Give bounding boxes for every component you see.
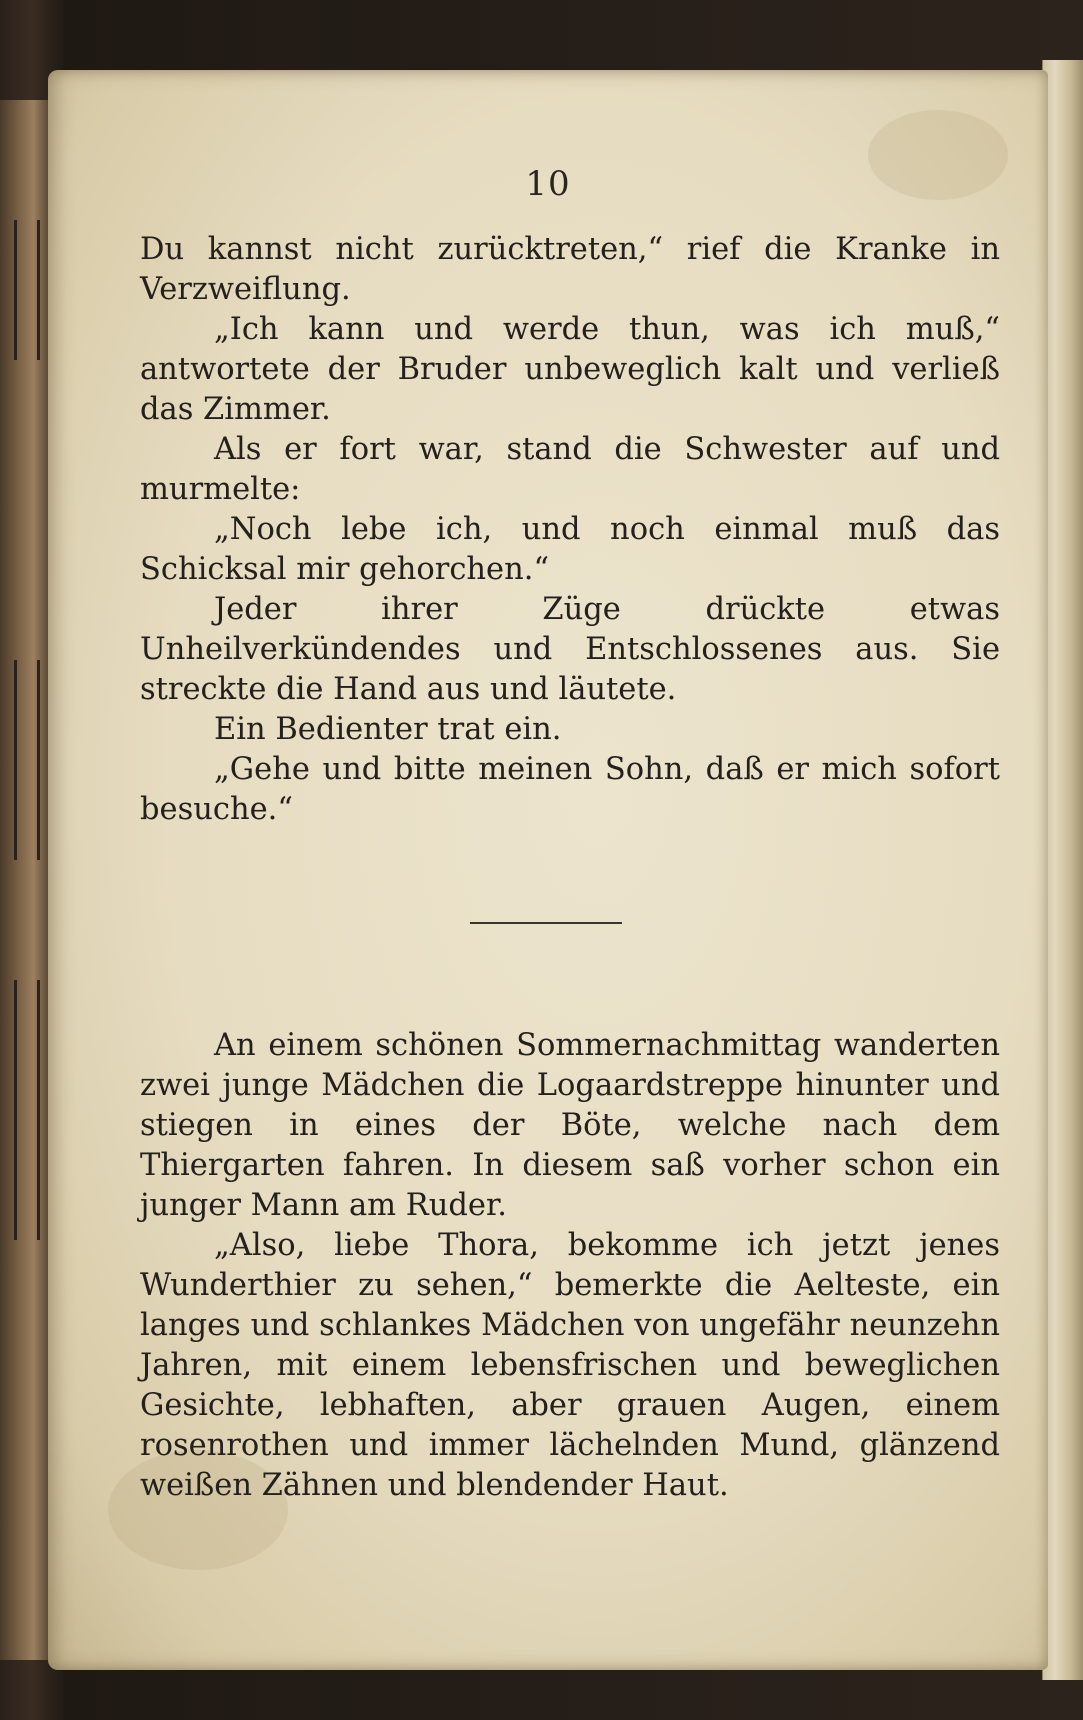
book-page [48,70,1048,1670]
spine-ornament [14,660,40,860]
paragraph: Jeder ihrer Züge drückte etwas Unheilverkündendes und Entschlossenes aus. Sie streckte die Hand aus und läutete. [140,592,1000,707]
page-number: 10 [525,164,571,204]
section-divider [470,922,622,924]
page-edges [1042,60,1083,1680]
spine-ornament [14,980,40,1240]
paragraph: Du kannst nicht zurücktreten,“ rief die Kranke in Verzweiflung. [140,232,1000,307]
paragraph: Als er fort war, stand die Schwester auf und murmelte: [140,432,1000,507]
paragraph: „Noch lebe ich, und noch einmal muß das Schicksal mir gehorchen.“ [140,512,1000,587]
text-section-1 [140,230,1000,830]
paragraph: Ein Bedienter trat ein. [214,712,562,747]
paragraph: „Also, liebe Thora, bekomme ich jetzt jenes Wunderthier zu sehen,“ bemerkte die Aelteste, ein langes und schlankes Mädchen von ungefähr neunzehn Jahren, mit einem lebensfrischen und beweglichen Gesichte, lebhaften, aber grauen Augen, einem rosenrothen und immer lächelnden Mund, glänzend weißen Zähnen und blendender Haut. [140,1228,1000,1503]
spine-ornament [14,220,40,360]
paragraph: „Gehe und bitte meinen Sohn, daß er mich sofort besuche.“ [140,752,1000,827]
paragraph: „Ich kann und werde thun, was ich muß,“ antwortete der Bruder unbeweglich kalt und verließ das Zimmer. [140,312,1000,427]
book-spine [0,100,50,1660]
paragraph: An einem schönen Sommernachmittag wanderten zwei junge Mädchen die Logaardstreppe hinunter und stiegen in eines der Böte, welche nach dem Thiergarten fahren. In diesem saß vorher schon ein junger Mann am Ruder. [140,1028,1000,1223]
text-section-2 [140,1026,1000,1506]
